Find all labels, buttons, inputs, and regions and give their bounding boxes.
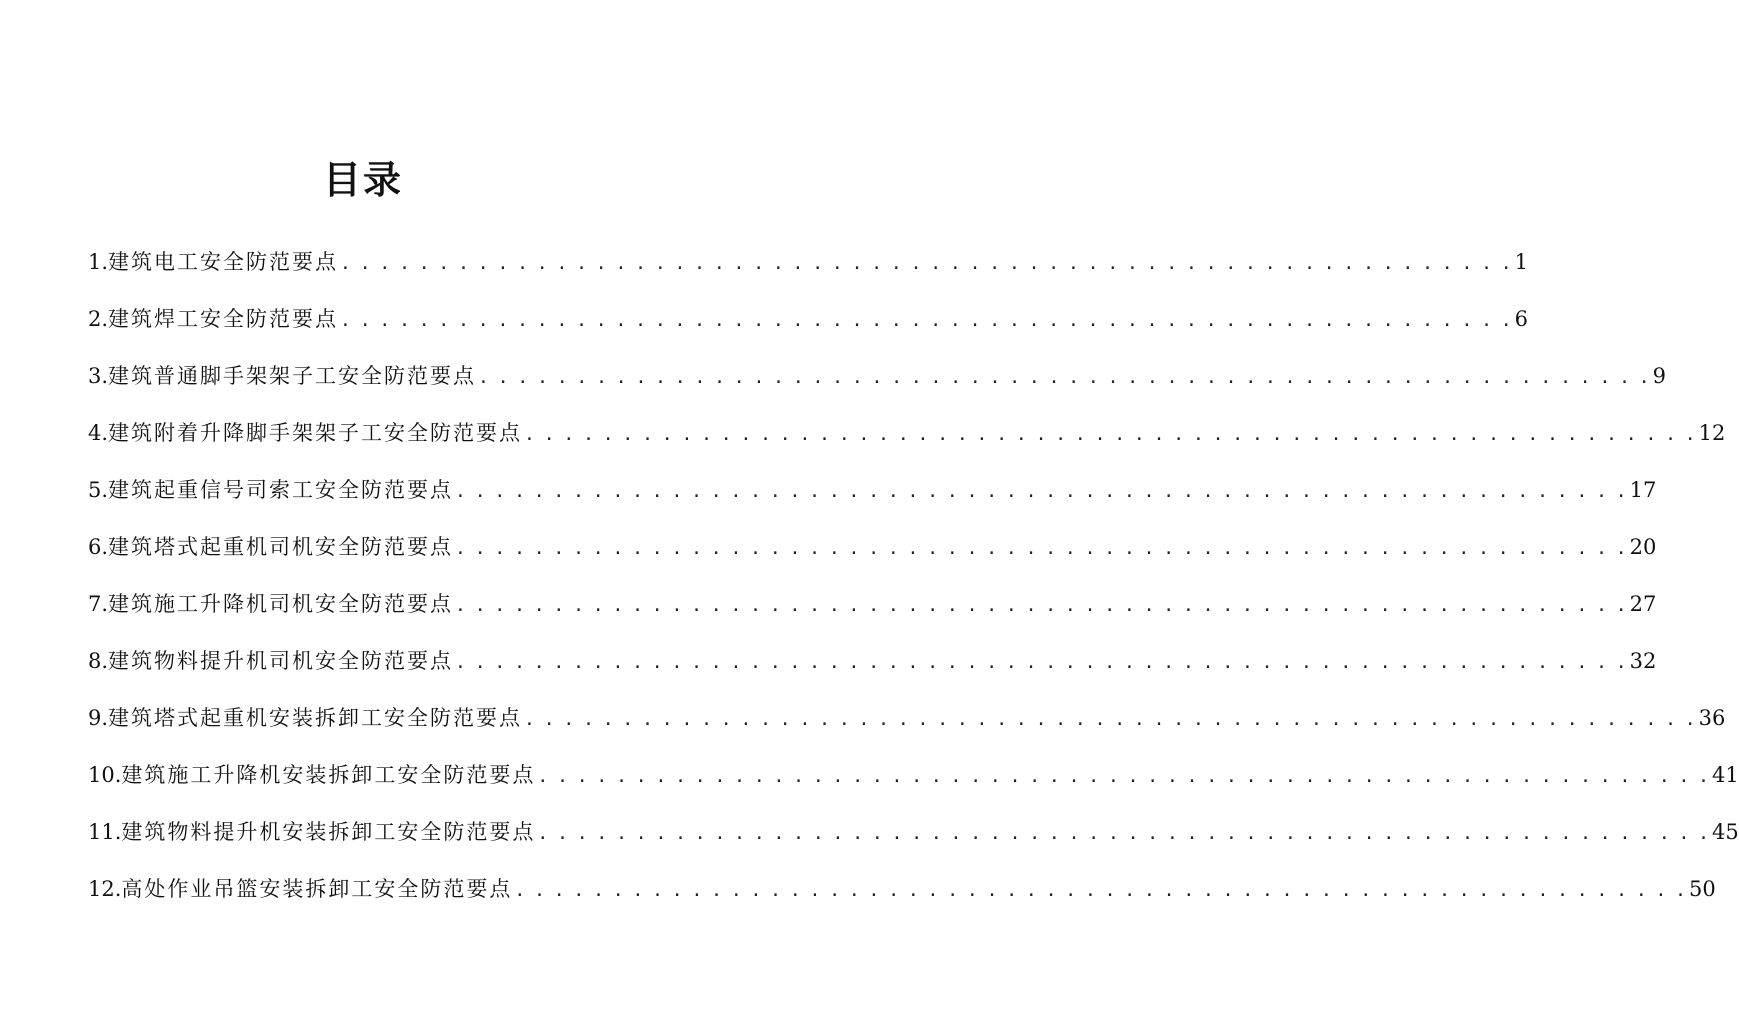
- toc-entry-number: 9.: [88, 706, 109, 730]
- toc-entry-title: 建筑附着升降脚手架架子工安全防范要点: [108, 421, 523, 445]
- toc-entry-number: 8.: [88, 649, 109, 673]
- toc-leader-dots: [453, 634, 1630, 691]
- toc-entry-page: 32: [1629, 649, 1657, 673]
- toc-entry-title: 建筑施工升降机司机安全防范要点: [108, 592, 454, 616]
- toc-leader-dots: [535, 805, 1712, 862]
- toc-entry-number: 4.: [88, 421, 109, 445]
- toc-leader-dots: [476, 349, 1653, 406]
- toc-entry[interactable]: [88, 804, 1739, 861]
- toc-entry-page: 41: [1712, 763, 1739, 787]
- toc-entry-page: 1: [1514, 250, 1529, 274]
- page-title: 目录: [322, 158, 403, 202]
- toc-entry[interactable]: [88, 234, 1529, 291]
- toc-entry[interactable]: [88, 747, 1739, 804]
- toc-leader-dots: [453, 463, 1630, 520]
- table-of-contents: [88, 234, 1739, 918]
- toc-entry[interactable]: [88, 519, 1657, 576]
- toc-entry-title: 建筑塔式起重机安装拆卸工安全防范要点: [108, 706, 523, 730]
- toc-entry[interactable]: [88, 291, 1529, 348]
- toc-entry-page: 17: [1629, 478, 1657, 502]
- toc-entry-title: 建筑焊工安全防范要点: [108, 307, 339, 331]
- toc-leader-dots: [535, 748, 1712, 805]
- toc-leader-dots: [338, 235, 1515, 292]
- toc-entry-title: 建筑塔式起重机司机安全防范要点: [108, 535, 454, 559]
- toc-entry-number: 5.: [88, 478, 109, 502]
- toc-entry[interactable]: [88, 348, 1667, 405]
- toc-entry-number: 1.: [88, 250, 109, 274]
- toc-entry-title: 建筑起重信号司索工安全防范要点: [108, 478, 454, 502]
- toc-entry-number: 6.: [88, 535, 109, 559]
- toc-entry-title: 建筑物料提升机司机安全防范要点: [108, 649, 454, 673]
- toc-entry-title: 建筑施工升降机安装拆卸工安全防范要点: [121, 763, 536, 787]
- toc-leader-dots: [522, 691, 1699, 748]
- toc-entry-title: 建筑普通脚手架架子工安全防范要点: [108, 364, 477, 388]
- toc-entry-page: 45: [1712, 820, 1739, 844]
- toc-entry-page: 36: [1698, 706, 1726, 730]
- toc-entry[interactable]: [88, 405, 1726, 462]
- toc-entry-number: 10.: [88, 763, 122, 787]
- toc-leader-dots: [453, 520, 1630, 577]
- toc-entry[interactable]: [88, 462, 1657, 519]
- toc-entry-number: 3.: [88, 364, 109, 388]
- toc-entry[interactable]: [88, 861, 1716, 918]
- toc-entry-page: 50: [1689, 877, 1716, 901]
- toc-leader-dots: [453, 577, 1630, 634]
- toc-entry[interactable]: [88, 633, 1657, 690]
- toc-entry-title: 建筑物料提升机安装拆卸工安全防范要点: [121, 820, 536, 844]
- toc-entry[interactable]: [88, 576, 1657, 633]
- toc-entry-page: 12: [1698, 421, 1726, 445]
- toc-entry-number: 12.: [88, 877, 122, 901]
- toc-entry-page: 20: [1629, 535, 1657, 559]
- toc-entry-page: 6: [1514, 307, 1529, 331]
- toc-leader-dots: [522, 406, 1699, 463]
- toc-entry-page: 27: [1629, 592, 1657, 616]
- toc-leader-dots: [338, 292, 1515, 349]
- toc-leader-dots: [512, 862, 1689, 919]
- toc-entry-number: 2.: [88, 307, 109, 331]
- toc-entry[interactable]: [88, 690, 1726, 747]
- toc-entry-title: 建筑电工安全防范要点: [108, 250, 339, 274]
- toc-entry-number: 11.: [88, 820, 122, 844]
- toc-entry-page: 9: [1652, 364, 1667, 388]
- toc-entry-title: 高处作业吊篮安装拆卸工安全防范要点: [121, 877, 513, 901]
- toc-entry-number: 7.: [88, 592, 109, 616]
